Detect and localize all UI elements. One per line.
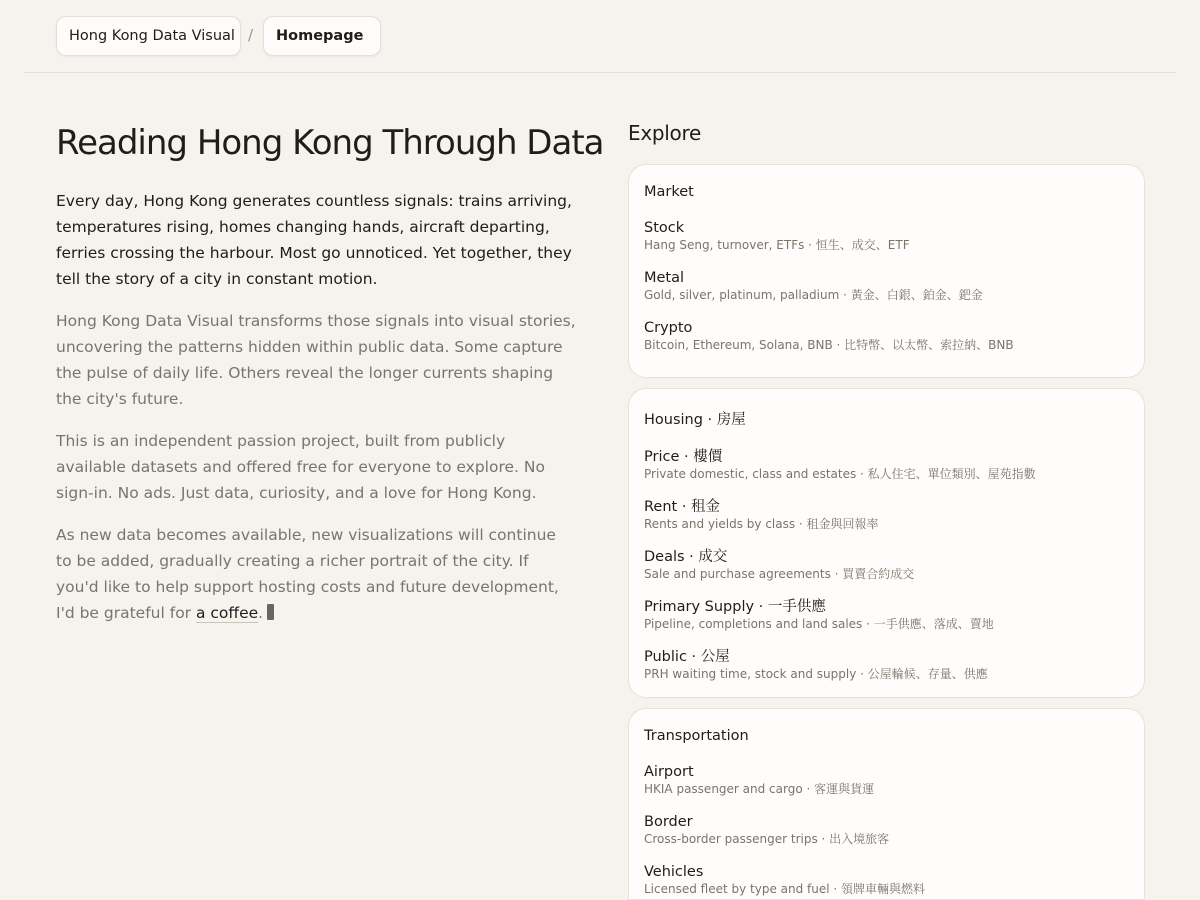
item-name: Deals · 成交 (644, 549, 728, 565)
explore-item-price[interactable] (644, 448, 1129, 481)
item-name: Public · 公屋 (644, 649, 730, 665)
explore-item-metal[interactable] (644, 269, 1129, 302)
item-desc: Bitcoin, Ethereum, Solana, BNB · 比特幣、以太幣、索拉納、BNB (644, 338, 1014, 352)
housing-card (628, 388, 1145, 698)
breadcrumb-site-link[interactable] (56, 16, 241, 56)
coffee-icon (267, 604, 274, 620)
explore-item-primary-supply[interactable] (644, 598, 1129, 631)
explore-title: Explore (628, 121, 701, 145)
item-desc: HKIA passenger and cargo · 客運與貨運 (644, 782, 875, 796)
item-name: Border (644, 814, 693, 830)
explore-item-public[interactable] (644, 648, 1129, 681)
page-name: Homepage (276, 28, 364, 44)
card-title: Transportation (644, 728, 749, 744)
explore-item-airport[interactable] (644, 763, 1129, 796)
item-name: Vehicles (644, 864, 704, 880)
support-end: . (258, 604, 264, 622)
card-title: Market (644, 184, 694, 200)
market-card (628, 164, 1145, 378)
item-desc: Private domestic, class and estates · 私人住宅、單位類別、屋苑指數 (644, 467, 1036, 481)
transportation-card (628, 708, 1145, 900)
item-desc: Sale and purchase agreements · 買賣合約成交 (644, 567, 915, 581)
item-name: Airport (644, 764, 694, 780)
item-name: Price · 樓價 (644, 449, 723, 465)
coffee-link[interactable]: a coffee (195, 604, 259, 622)
site-name: Hong Kong Data Visual (69, 28, 235, 44)
breadcrumb-separator: / (248, 26, 254, 44)
intro-column (56, 120, 604, 626)
explore-item-border[interactable] (644, 813, 1129, 846)
top-bar (24, 0, 1176, 73)
item-name: Stock (644, 220, 685, 236)
support-text: As new data becomes available, new visualizations will continue to be added, gradually creating a richer portrait of the city. If you'd like to help support hosting costs and future development, I'd be grateful for (56, 526, 559, 622)
item-desc: Gold, silver, platinum, palladium · 黃金、白銀、鉑金、鈀金 (644, 288, 983, 302)
item-desc: PRH waiting time, stock and supply · 公屋輪候、存量、供應 (644, 667, 988, 681)
item-name: Crypto (644, 320, 693, 336)
item-desc: Licensed fleet by type and fuel · 領牌車輛與燃料 (644, 882, 926, 896)
explore-item-deals[interactable] (644, 548, 1129, 581)
item-desc: Pipeline, completions and land sales · 一手供應、落成、賣地 (644, 617, 994, 631)
item-desc: Cross-border passenger trips · 出入境旅客 (644, 832, 890, 846)
explore-item-rent[interactable] (644, 498, 1129, 531)
card-title: Housing · 房屋 (644, 412, 746, 428)
about-paragraph: Hong Kong Data Visual transforms those signals into visual stories, uncovering the patterns hidden within public data. Some capture the pulse of daily life. Others reveal the longer currents shaping the city's future. (56, 312, 576, 408)
project-paragraph: This is an independent passion project, built from publicly available datasets and offered free for everyone to explore. No sign-in. No ads. Just data, curiosity, and a love for Hong Kong. (56, 432, 545, 502)
item-name: Primary Supply · 一手供應 (644, 599, 826, 615)
item-desc: Hang Seng, turnover, ETFs · 恒生、成交、ETF (644, 238, 910, 252)
item-name: Metal (644, 270, 685, 286)
explore-item-vehicles[interactable] (644, 863, 1129, 896)
explore-item-crypto[interactable] (644, 319, 1129, 352)
page-title: Reading Hong Kong Through Data (56, 123, 604, 163)
explore-item-stock[interactable] (644, 219, 1129, 252)
page-dropdown-button[interactable] (263, 16, 381, 56)
item-name: Rent · 租金 (644, 499, 721, 515)
intro-paragraph: Every day, Hong Kong generates countless signals: trains arriving, temperatures rising, homes changing hands, aircraft departing, ferries crossing the harbour. Most go unnoticed. Yet together, they tell the story of a city in constant motion. (56, 192, 572, 288)
support-paragraph (56, 522, 576, 626)
item-desc: Rents and yields by class · 租金與回報率 (644, 517, 879, 531)
